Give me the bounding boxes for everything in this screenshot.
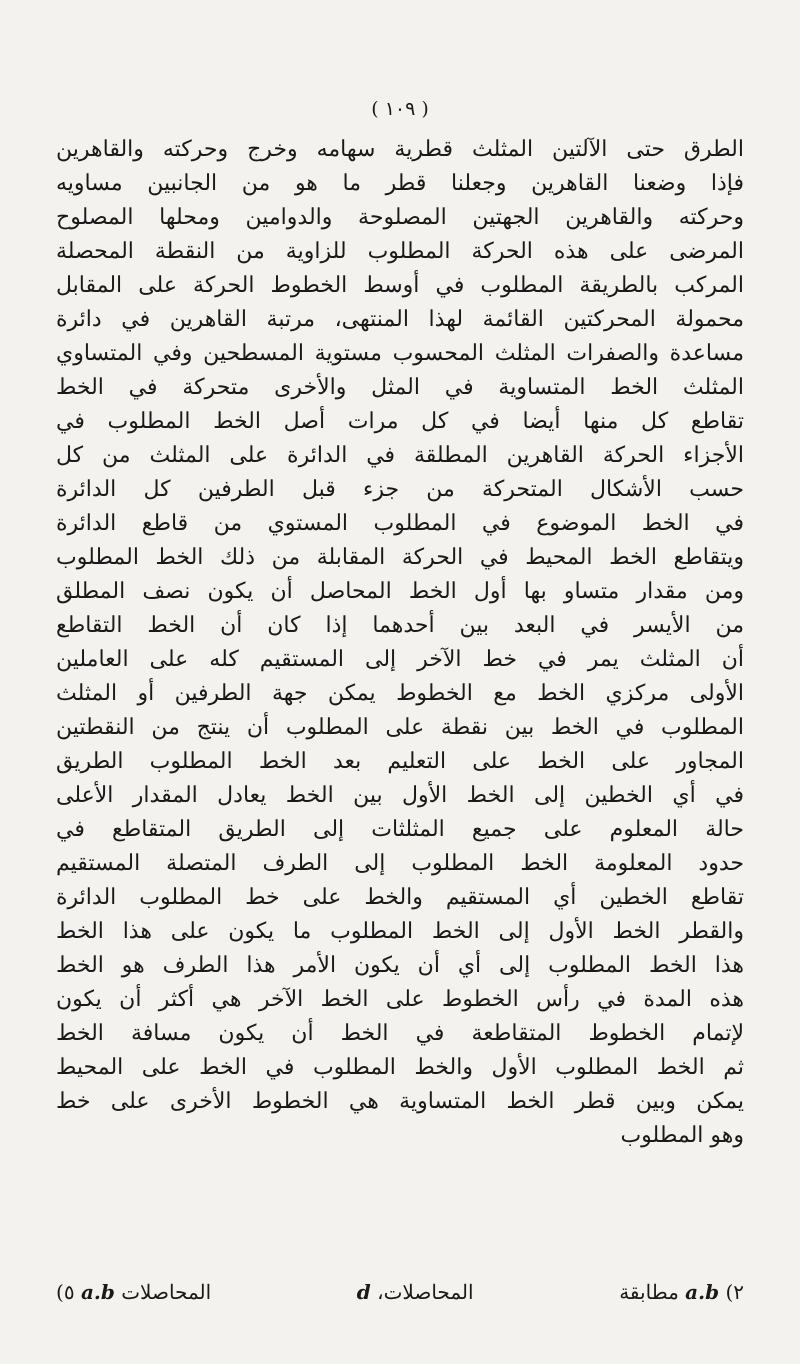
footnote-marker: ٥) bbox=[56, 1280, 75, 1304]
text-line: هذه المدة في رأس الخطوط على الخط الآخر هي أكثر أن يكون bbox=[56, 987, 744, 1012]
text-line: محمولة المحركتين القائمة لهذا المنتهى، مرتبة القاهرين في دائرة bbox=[56, 307, 744, 332]
text-line: تقاطع كل منها أيضا في كل مرات أصل الخط المطلوب في bbox=[56, 409, 744, 434]
text-line: وهو المطلوب bbox=[620, 1123, 744, 1148]
text-line: وحركته والقاهرين الجهتين المصلوحة والدوامين ومحلها المصلوح bbox=[56, 205, 744, 230]
text-line: ويتقاطع الخط المحيط في الحركة المقابلة من ذلك الخط المطلوب bbox=[56, 545, 744, 570]
text-line: والقطر الخط الأول إلى الخط المطلوب ما يكون على هذا الخط bbox=[56, 919, 744, 944]
footnote-marker: ٢) bbox=[725, 1280, 744, 1304]
text-line: الأولى مركزي الخط مع الخطوط يمكن جهة الطرفين أو المثلث bbox=[56, 681, 744, 706]
text-line: حالة المعلوم على جميع المثلثات إلى الطريق المتقاطع في bbox=[56, 817, 744, 842]
footnote-text: مطابقة bbox=[619, 1280, 679, 1304]
text-line: ثم الخط المطلوب الأول والخط المطلوب في الخط على المحيط bbox=[56, 1055, 744, 1080]
text-line: تقاطع الخطين أي المستقيم والخط على خط المطلوب الدائرة bbox=[56, 885, 744, 910]
text-line: مساعدة والصفرات المثلث المحسوب مستوية المسطحين وفي المتساوي bbox=[56, 341, 744, 366]
text-line: يمكن وبين قطر الخط المتساوية هي الخطوط الأخرى على خط bbox=[56, 1089, 744, 1114]
text-line: ومن مقدار متساو بها أول الخط المحاصل أن يكون نصف المطلق bbox=[56, 579, 744, 604]
text-line: المطلوب في الخط بين نقطة على المطلوب أن ينتج من النقطتين bbox=[56, 715, 744, 740]
footnote-manuscript: a.b bbox=[80, 1280, 115, 1304]
footnote-text: المحاصلات، bbox=[377, 1280, 474, 1304]
footnotes bbox=[56, 1277, 744, 1307]
footnote-manuscript: d bbox=[356, 1280, 371, 1304]
text-line: أن المثلث يمر في خط الآخر إلى المستقيم كله على العاملين bbox=[56, 647, 744, 672]
footnote-manuscript: a.b bbox=[685, 1280, 720, 1304]
text-line: حسب الأشكال المتحركة من جزء قبل الطرفين كل الدائرة bbox=[56, 477, 744, 502]
footnote bbox=[357, 1277, 474, 1307]
text-line: المرضى على هذه الحركة المطلوب للزاوية من النقطة المحصلة bbox=[56, 239, 744, 264]
text-line: حدود المعلومة الخط المطلوب إلى الطرف المتصلة المستقيم bbox=[56, 851, 744, 876]
text-line: لإتمام الخطوط المتقاطعة في الخط أن يكون مسافة الخط bbox=[56, 1021, 744, 1046]
footnote bbox=[56, 1277, 211, 1307]
text-line: من الأيسر في البعد بين أحدهما إذا كان أن الخط التقاطع bbox=[56, 613, 744, 638]
footnote-text: المحاصلات bbox=[121, 1280, 212, 1304]
footnote bbox=[619, 1277, 744, 1307]
text-line: في أي الخطين إلى الخط الأول بين الخط يعادل المقدار الأعلى bbox=[56, 783, 744, 808]
text-line: الطرق حتى الآلتين المثلث قطرية سهامه وخرج وحركته والقاهرين bbox=[56, 137, 744, 162]
body-text bbox=[56, 133, 744, 1153]
text-line: فإذا وضعنا القاهرين وجعلنا قطر ما هو من الجانبين مساويه bbox=[56, 171, 744, 196]
text-line: المجاور على الخط على التعليم بعد الخط المطلوب الطريق bbox=[56, 749, 744, 774]
text-line: في الخط الموضوع في المطلوب المستوي من قاطع الدائرة bbox=[56, 511, 744, 536]
text-line: هذا الخط المطلوب إلى أي أن يكون الأمر هذا الطرف هو الخط bbox=[56, 953, 744, 978]
page-number: ( ١٠٩ ) bbox=[371, 98, 429, 120]
text-line: الأجزاء الحركة القاهرين المطلقة في الدائرة على المثلث من كل bbox=[56, 443, 744, 468]
text-line: المثلث الخط المتساوية في المثل والأخرى متحركة في الخط bbox=[56, 375, 744, 400]
text-line: المركب بالطريقة المطلوب في أوسط الخطوط الحركة على المقابل bbox=[56, 273, 744, 298]
